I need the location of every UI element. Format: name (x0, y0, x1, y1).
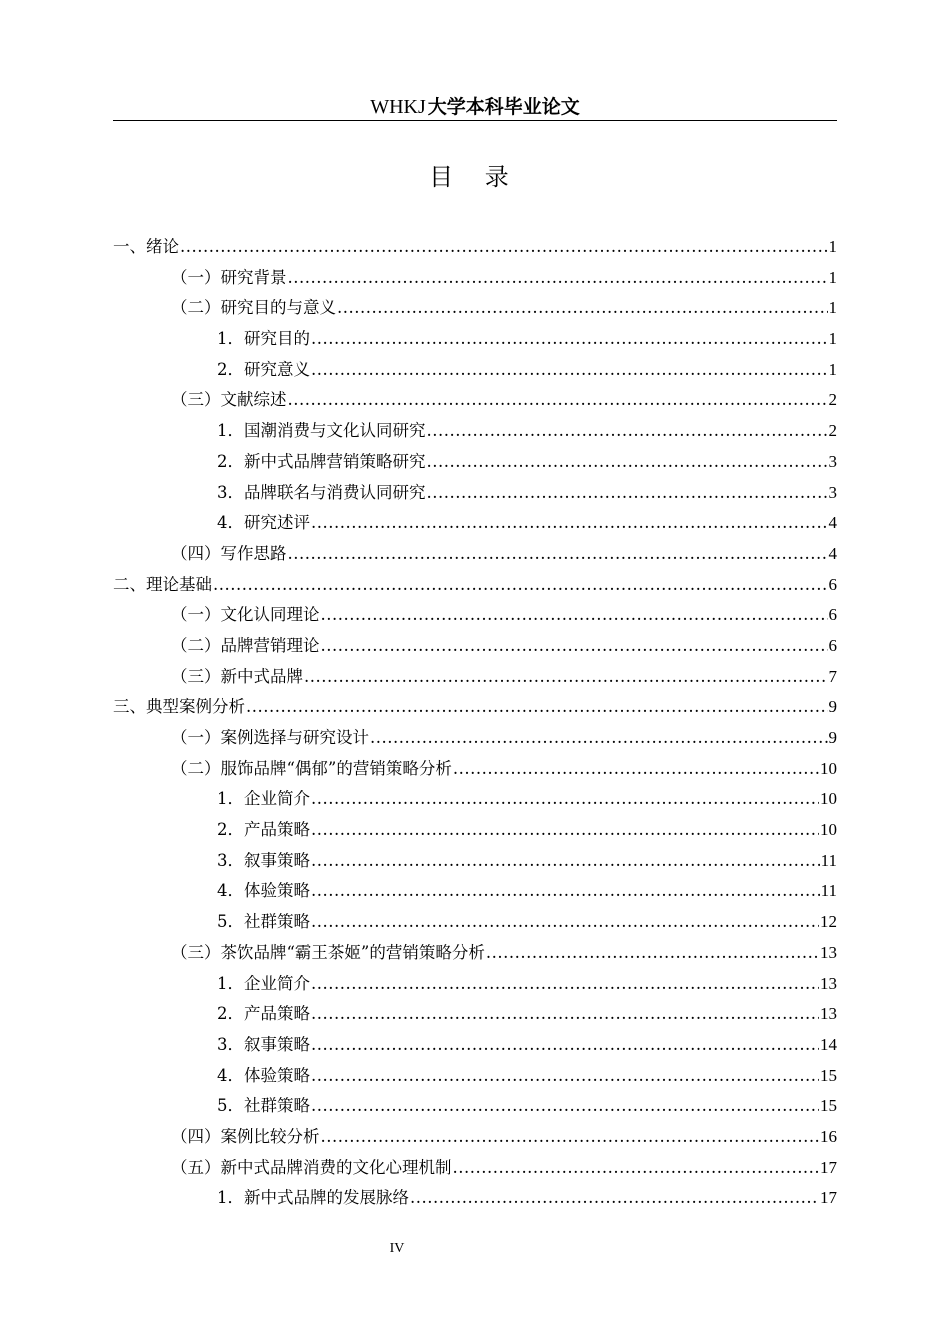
toc-leader-dots (321, 604, 828, 626)
toc-entry-page: 3 (828, 451, 837, 471)
toc-entry[interactable] (113, 942, 837, 973)
toc-leader-dots (311, 1034, 819, 1056)
toc-entry-label: 三、典型案例分析 (113, 697, 245, 717)
toc-entry[interactable] (113, 696, 837, 727)
toc-leader-dots (486, 942, 819, 964)
toc-leader-dots (311, 1065, 819, 1087)
toc-entry-label: 2．产品策略 (217, 820, 310, 840)
toc-entry-label: （一）文化认同理论 (171, 605, 320, 625)
header-org: WHKJ (370, 96, 426, 118)
toc-leader-dots (427, 451, 828, 473)
toc-leader-dots (246, 696, 828, 718)
toc-entry-label: 二、理论基础 (113, 574, 212, 594)
toc-leader-dots (321, 1126, 820, 1148)
toc-entry-page: 11 (820, 850, 837, 870)
toc-entry[interactable] (113, 788, 837, 819)
toc-entry[interactable] (113, 1034, 837, 1065)
toc-entry-page: 1 (828, 298, 837, 318)
toc-leader-dots (427, 482, 828, 504)
toc-leader-dots (370, 727, 828, 749)
toc-entry-label: （四）写作思路 (171, 543, 287, 563)
toc-entry-label: 1．新中式品牌的发展脉络 (217, 1188, 409, 1208)
toc-leader-dots (213, 574, 828, 596)
toc-leader-dots (311, 788, 819, 810)
toc-entry-label: 2．新中式品牌营销策略研究 (217, 451, 426, 471)
toc-entry[interactable] (113, 666, 837, 697)
toc-entry[interactable] (113, 1187, 837, 1218)
toc-entry-label: （二）品牌营销理论 (171, 635, 320, 655)
toc-entry-label: （二）服饰品牌“偶郁”的营销策略分析 (171, 758, 452, 778)
toc-leader-dots (311, 973, 819, 995)
header-title: 大学本科毕业论文 (427, 96, 580, 118)
toc-entry-page: 1 (828, 267, 837, 287)
toc-entry[interactable] (113, 389, 837, 420)
toc-entry-page: 6 (828, 635, 837, 655)
toc-leader-dots (337, 297, 828, 319)
toc-entry-label: （四）案例比较分析 (171, 1126, 320, 1146)
toc-entry[interactable] (113, 297, 837, 328)
toc-leader-dots (311, 512, 828, 534)
toc-leader-dots (311, 911, 819, 933)
toc-entry-label: （五）新中式品牌消费的文化心理机制 (171, 1157, 452, 1177)
toc-entry[interactable] (113, 267, 837, 298)
toc-entry-page: 15 (820, 1065, 837, 1085)
toc-leader-dots (311, 880, 820, 902)
toc-entry-page: 13 (820, 1004, 837, 1024)
toc-entry[interactable] (113, 482, 837, 513)
toc-leader-dots (311, 1095, 819, 1117)
toc-leader-dots (288, 267, 828, 289)
toc-leader-dots (453, 758, 819, 780)
toc-entry-label: 3．叙事策略 (217, 850, 310, 870)
toc-entry[interactable] (113, 543, 837, 574)
toc-entry-page: 12 (820, 912, 837, 932)
toc-entry[interactable] (113, 1095, 837, 1126)
toc-entry[interactable] (113, 1065, 837, 1096)
toc-entry-page: 13 (820, 973, 837, 993)
toc-entry-page: 9 (828, 728, 837, 747)
toc-entry[interactable] (113, 236, 837, 267)
toc-entry-label: （三）茶饮品牌“霸王茶姬”的营销策略分析 (171, 942, 485, 962)
toc-entry[interactable] (113, 604, 837, 635)
toc-entry-label: 1．企业简介 (217, 789, 310, 809)
toc-entry-label: 4．体验策略 (217, 1065, 310, 1085)
toc-entry-label: 1．研究目的 (217, 329, 310, 349)
toc-entry[interactable] (113, 911, 837, 942)
toc-entry-page: 10 (820, 789, 837, 809)
toc-leader-dots (321, 635, 828, 657)
toc-entry-label: （一）研究背景 (171, 267, 287, 287)
toc-entry[interactable] (113, 727, 837, 758)
toc-entry-page: 6 (828, 574, 837, 594)
toc-entry-page: 10 (820, 758, 837, 778)
toc-entry-page: 17 (820, 1188, 837, 1208)
toc-entry-label: （一）案例选择与研究设计 (171, 728, 369, 747)
toc-entry[interactable] (113, 758, 837, 789)
toc-entry-page: 13 (820, 942, 837, 962)
toc-entry-label: 5．社群策略 (217, 1096, 310, 1116)
toc-entry[interactable] (113, 512, 837, 543)
page-number: IV (389, 1241, 405, 1256)
toc-leader-dots (311, 328, 828, 350)
toc-entry[interactable] (113, 328, 837, 359)
toc-entry-page: 1 (828, 359, 837, 379)
page-header (113, 92, 837, 121)
toc-leader-dots (311, 819, 819, 841)
table-of-contents (113, 236, 837, 1218)
toc-entry-label: 4．体验策略 (217, 881, 310, 901)
toc-entry-page: 4 (828, 543, 837, 563)
toc-entry-page: 6 (828, 605, 837, 625)
toc-entry[interactable] (113, 574, 837, 605)
toc-entry[interactable] (113, 1157, 837, 1188)
toc-leader-dots (311, 850, 820, 872)
toc-entry-page: 7 (828, 666, 837, 686)
toc-entry[interactable] (113, 359, 837, 390)
toc-entry[interactable] (113, 880, 837, 911)
toc-entry-label: （二）研究目的与意义 (171, 298, 336, 318)
toc-entry[interactable] (113, 973, 837, 1004)
toc-entry[interactable] (113, 635, 837, 666)
toc-leader-dots (311, 1003, 819, 1025)
toc-entry-page: 14 (820, 1034, 837, 1054)
toc-leader-dots (311, 359, 828, 381)
toc-entry-page: 2 (828, 421, 837, 441)
toc-entry-page: 1 (828, 329, 837, 349)
toc-leader-dots (304, 666, 828, 688)
toc-entry[interactable] (113, 420, 837, 451)
toc-title: 目 录 (429, 163, 521, 191)
toc-entry-label: 1．国潮消费与文化认同研究 (217, 421, 426, 441)
toc-entry-label: 3．叙事策略 (217, 1034, 310, 1054)
toc-entry[interactable] (113, 1003, 837, 1034)
toc-entry-page: 1 (828, 237, 837, 256)
toc-entry-page: 2 (828, 390, 837, 410)
toc-leader-dots (288, 543, 828, 565)
toc-entry-label: （三）新中式品牌 (171, 666, 303, 686)
toc-entry-page: 16 (820, 1126, 837, 1146)
toc-entry-label: 4．研究述评 (217, 513, 310, 533)
toc-leader-dots (288, 389, 828, 411)
toc-entry-label: 2．产品策略 (217, 1004, 310, 1024)
toc-entry[interactable] (113, 850, 837, 881)
toc-entry-page: 4 (828, 513, 837, 533)
toc-entry[interactable] (113, 819, 837, 850)
toc-leader-dots (453, 1157, 820, 1179)
toc-entry-label: 5．社群策略 (217, 912, 310, 932)
toc-entry-label: （三）文献综述 (171, 390, 287, 410)
toc-leader-dots (180, 236, 828, 258)
toc-entry-page: 17 (820, 1157, 837, 1177)
toc-leader-dots (410, 1187, 819, 1209)
toc-entry-page: 10 (820, 820, 837, 840)
toc-entry-label: 3．品牌联名与消费认同研究 (217, 482, 426, 502)
toc-entry-label: 2．研究意义 (217, 359, 310, 379)
toc-entry-page: 3 (828, 482, 837, 502)
toc-entry-page: 9 (828, 697, 837, 717)
toc-entry[interactable] (113, 1126, 837, 1157)
toc-entry-page: 11 (820, 881, 837, 901)
toc-entry-page: 15 (820, 1096, 837, 1116)
toc-entry[interactable] (113, 451, 837, 482)
toc-entry-label: 一、绪论 (113, 237, 179, 256)
toc-leader-dots (427, 420, 828, 442)
toc-entry-label: 1．企业简介 (217, 973, 310, 993)
